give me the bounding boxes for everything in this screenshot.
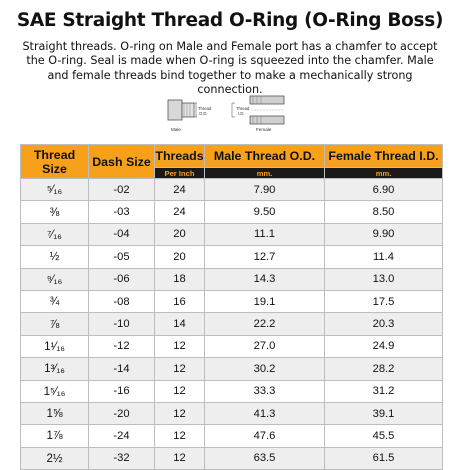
- cell-dash-size: -32: [89, 447, 155, 469]
- cell-female-id: 28.2: [325, 358, 443, 380]
- cell-threads: 12: [155, 380, 205, 402]
- cell-male-od: 27.0: [205, 335, 325, 357]
- cell-female-id: 17.5: [325, 290, 443, 312]
- cell-dash-size: -02: [89, 179, 155, 201]
- cell-female-id: 13.0: [325, 268, 443, 290]
- cell-male-od: 63.5: [205, 447, 325, 469]
- table-row: [21, 201, 443, 223]
- cell-threads: 24: [155, 179, 205, 201]
- cell-thread-size: ⁹⁄₁₆: [21, 268, 89, 290]
- cell-female-id: 6.90: [325, 179, 443, 201]
- cell-dash-size: -24: [89, 425, 155, 447]
- table-row: [21, 358, 443, 380]
- table-row: [21, 380, 443, 402]
- cell-threads: 12: [155, 447, 205, 469]
- thread-spec-table: [20, 144, 443, 470]
- table-row: [21, 179, 443, 201]
- page-title: SAE Straight Thread O-Ring (O-Ring Boss): [16, 10, 444, 31]
- cell-thread-size: ⁵⁄₁₆: [21, 179, 89, 201]
- female-callout-line2: I.D.: [238, 111, 245, 116]
- cell-dash-size: -03: [89, 201, 155, 223]
- subheader-male-mm: mm.: [205, 168, 325, 179]
- female-callout-line1: Thread: [236, 106, 250, 111]
- cell-thread-size: ½: [21, 246, 89, 268]
- table-row: [21, 268, 443, 290]
- cell-dash-size: -05: [89, 246, 155, 268]
- cell-dash-size: -12: [89, 335, 155, 357]
- cell-male-od: 12.7: [205, 246, 325, 268]
- cell-male-od: 11.1: [205, 223, 325, 245]
- cell-male-od: 19.1: [205, 290, 325, 312]
- cell-dash-size: -16: [89, 380, 155, 402]
- cell-female-id: 31.2: [325, 380, 443, 402]
- cell-female-id: 8.50: [325, 201, 443, 223]
- cell-thread-size: 2½: [21, 447, 89, 469]
- header-female-id: Female Thread I.D.: [325, 145, 443, 168]
- cell-dash-size: -10: [89, 313, 155, 335]
- male-label: Male: [171, 127, 181, 132]
- header-dash-size: Dash Size: [89, 145, 155, 179]
- fitting-illustration: [160, 93, 300, 137]
- cell-thread-size: ⁷⁄₁₆: [21, 223, 89, 245]
- cell-female-id: 39.1: [325, 402, 443, 424]
- table-header-row: [21, 145, 443, 168]
- cell-female-id: 9.90: [325, 223, 443, 245]
- subheader-female-mm: mm.: [325, 168, 443, 179]
- fitting-diagram: [160, 93, 300, 137]
- cell-male-od: 30.2: [205, 358, 325, 380]
- cell-thread-size: 1⁵⁄₁₆: [21, 380, 89, 402]
- cell-male-od: 7.90: [205, 179, 325, 201]
- cell-male-od: 47.6: [205, 425, 325, 447]
- cell-dash-size: -04: [89, 223, 155, 245]
- table-row: [21, 335, 443, 357]
- cell-threads: 20: [155, 223, 205, 245]
- cell-threads: 16: [155, 290, 205, 312]
- cell-threads: 20: [155, 246, 205, 268]
- cell-threads: 12: [155, 358, 205, 380]
- cell-thread-size: ¾: [21, 290, 89, 312]
- cell-female-id: 11.4: [325, 246, 443, 268]
- header-threads: Threads: [155, 145, 205, 168]
- cell-thread-size: 1⅝: [21, 402, 89, 424]
- table-row: [21, 313, 443, 335]
- male-callout-line1: Thread: [198, 106, 212, 111]
- cell-threads: 12: [155, 335, 205, 357]
- female-label: Female: [256, 127, 272, 132]
- cell-thread-size: ⅞: [21, 313, 89, 335]
- cell-dash-size: -06: [89, 268, 155, 290]
- table-row: [21, 425, 443, 447]
- cell-threads: 12: [155, 402, 205, 424]
- cell-female-id: 45.5: [325, 425, 443, 447]
- cell-male-od: 22.2: [205, 313, 325, 335]
- male-callout-line2: O.D.: [199, 111, 208, 116]
- cell-threads: 24: [155, 201, 205, 223]
- header-male-od: Male Thread O.D.: [205, 145, 325, 168]
- subheader-per-inch: Per Inch: [155, 168, 205, 179]
- cell-male-od: 9.50: [205, 201, 325, 223]
- cell-thread-size: 1³⁄₁₆: [21, 358, 89, 380]
- cell-dash-size: -20: [89, 402, 155, 424]
- cell-thread-size: ⅜: [21, 201, 89, 223]
- description-text: Straight threads. O-ring on Male and Female port has a chamfer to accept the O-ring. Seal is made when O-ring is squeezed into the chamfer. Male and female threads bind together to make a mechanically strong connection.: [22, 40, 438, 97]
- cell-dash-size: -08: [89, 290, 155, 312]
- male-fitting-drawing: [168, 100, 197, 120]
- cell-thread-size: 1¹⁄₁₆: [21, 335, 89, 357]
- table-row: [21, 246, 443, 268]
- cell-dash-size: -14: [89, 358, 155, 380]
- cell-female-id: 61.5: [325, 447, 443, 469]
- cell-female-id: 24.9: [325, 335, 443, 357]
- table-row: [21, 447, 443, 469]
- cell-male-od: 33.3: [205, 380, 325, 402]
- cell-threads: 18: [155, 268, 205, 290]
- cell-male-od: 41.3: [205, 402, 325, 424]
- cell-male-od: 14.3: [205, 268, 325, 290]
- table-row: [21, 223, 443, 245]
- cell-threads: 14: [155, 313, 205, 335]
- header-thread-size: Thread Size: [21, 145, 89, 179]
- cell-female-id: 20.3: [325, 313, 443, 335]
- cell-threads: 12: [155, 425, 205, 447]
- cell-thread-size: 1⅞: [21, 425, 89, 447]
- table-row: [21, 402, 443, 424]
- table-row: [21, 290, 443, 312]
